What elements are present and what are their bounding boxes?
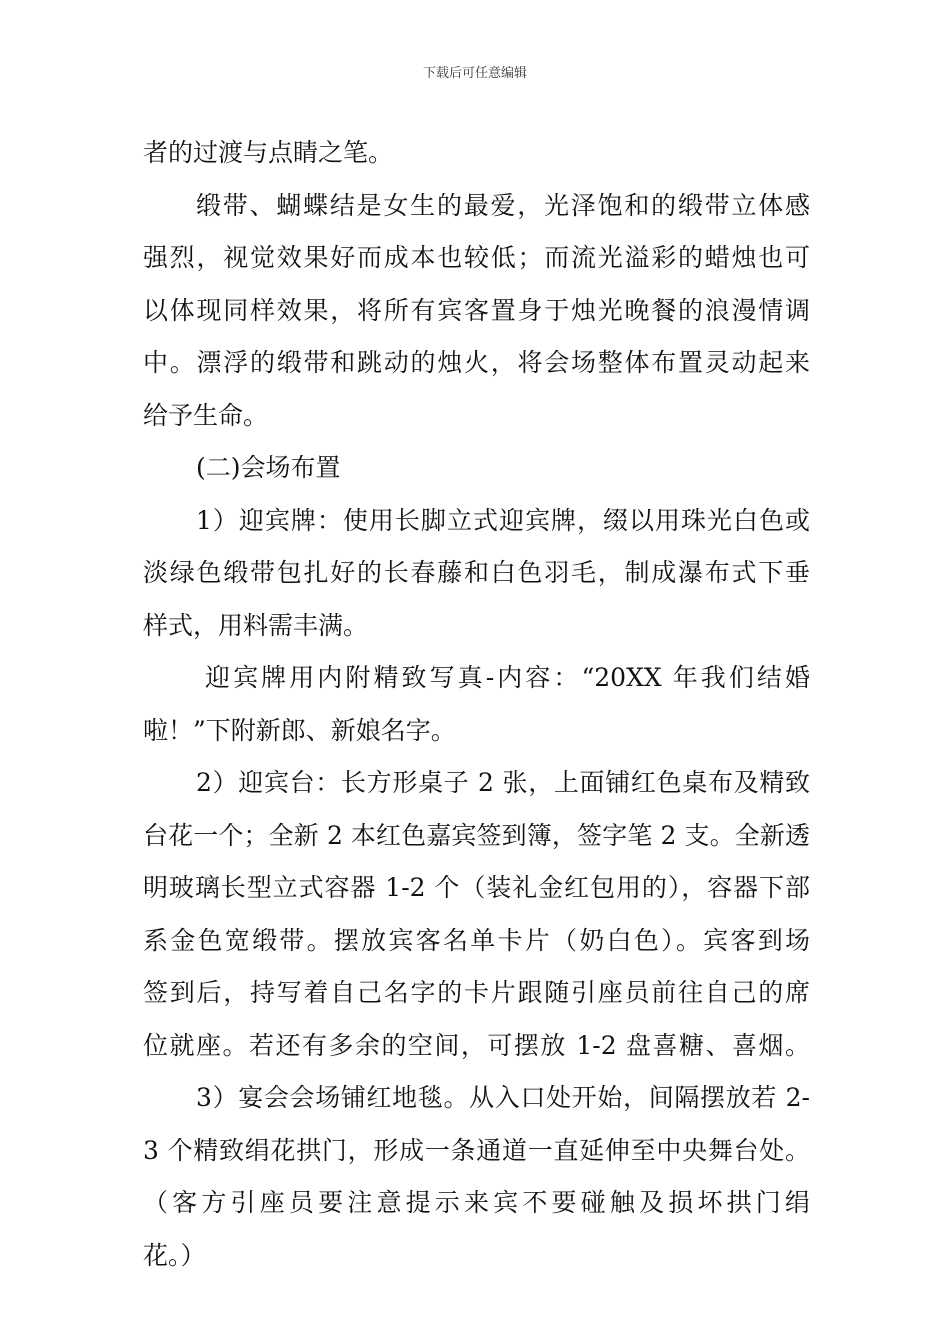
text-line: 缎带、蝴蝶结是女生的最爱，光泽饱和的缎带立体感 <box>196 190 810 220</box>
text-line: 台花一个；全新 2 本红色嘉宾签到簿，签字笔 2 支。全新透 <box>143 820 810 850</box>
text-line: 给予生命。 <box>143 400 269 430</box>
text-line: 2）迎宾台：长方形桌子 2 张，上面铺红色桌布及精致 <box>196 768 810 797</box>
text-line: 位就座。若还有多余的空间，可摆放 1-2 盘喜糖、喜烟。 <box>143 1030 810 1060</box>
text-line: 者的过渡与点睛之笔。 <box>143 138 394 167</box>
text-line: 迎宾牌用内附精致写真-内容：“20XX 年我们结婚 <box>205 663 810 692</box>
text-line: 花。） <box>143 1240 206 1270</box>
page-header: 下载后可任意编辑 <box>422 66 527 81</box>
text-line: 3 个精致绢花拱门，形成一条通道一直延伸至中央舞台处。 <box>143 1135 810 1165</box>
text-line: 强烈，视觉效果好而成本也较低；而流光溢彩的蜡烛也可 <box>143 243 810 272</box>
text-line: 系金色宽缎带。摆放宾客名单卡片（奶白色）。宾客到场 <box>143 925 810 955</box>
section-heading: (二)会场布置 <box>196 453 341 482</box>
text-line: （客方引座员要注意提示来宾不要碰触及损坏拱门绢 <box>143 1188 810 1217</box>
text-line: 啦！”下附新郎、新娘名字。 <box>143 715 456 745</box>
text-line: 明玻璃长型立式容器 1-2 个（装礼金红包用的），容器下部 <box>143 873 810 902</box>
text-line: 签到后，持写着自己名字的卡片跟随引座员前往自己的席 <box>143 978 810 1007</box>
text-line: 以体现同样效果，将所有宾客置身于烛光晚餐的浪漫情调 <box>143 295 810 325</box>
text-line: 1）迎宾牌：使用长脚立式迎宾牌，缀以用珠光白色或 <box>196 505 810 535</box>
text-line: 中。漂浮的缎带和跳动的烛火，将会场整体布置灵动起来 <box>143 348 810 377</box>
text-line: 样式，用料需丰满。 <box>143 610 369 640</box>
text-line: 淡绿色缎带包扎好的长春藤和白色羽毛，制成瀑布式下垂 <box>143 558 810 587</box>
text-line: 3）宴会会场铺红地毯。从入口处开始，间隔摆放若 2- <box>196 1083 810 1112</box>
document-body <box>143 127 810 1282</box>
